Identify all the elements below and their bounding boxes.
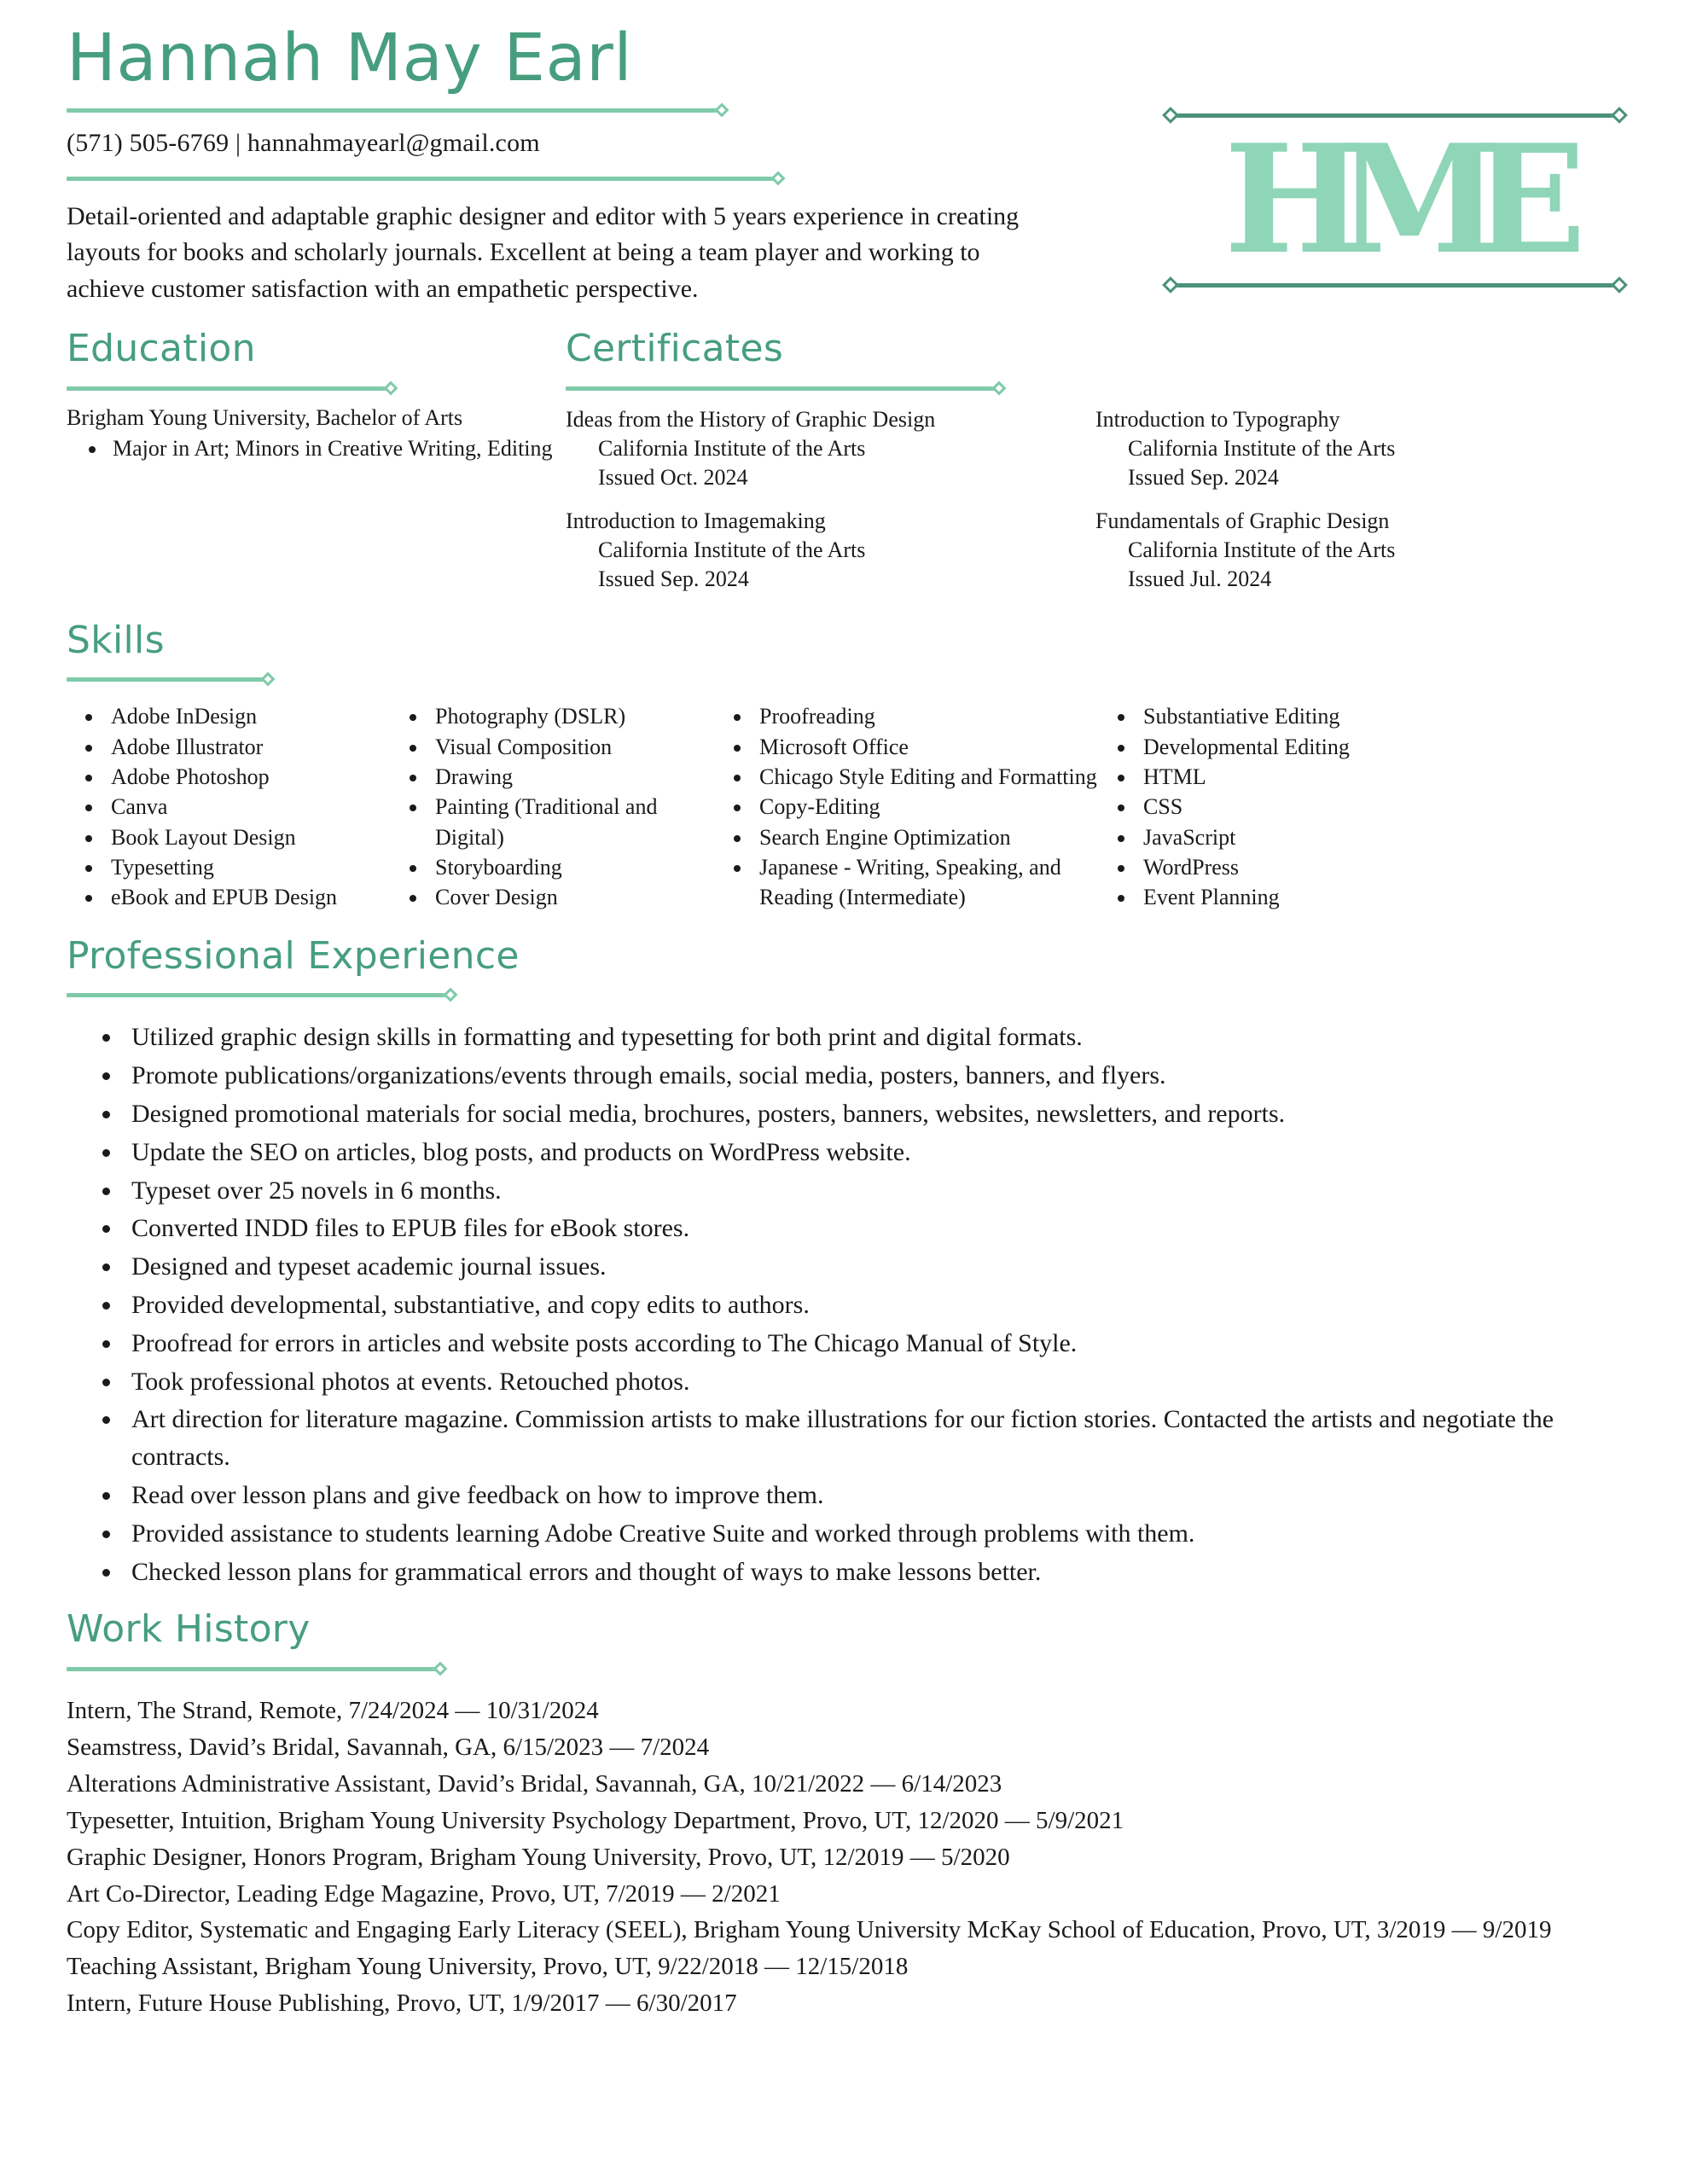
divider-bar (67, 177, 780, 181)
list-item: • Developmental Editing (1136, 732, 1625, 762)
section-heading-certificates: Certificates (566, 327, 784, 371)
certificate-institution: California Institute of the Arts (1128, 537, 1396, 563)
certificate-issued-date: Issued Jul. 2024 (1128, 566, 1272, 591)
professional-experience-list (53, 1019, 1632, 1590)
work-history-entry: Intern, Future House Publishing, Provo, UT, 1/9/2017 — 6/30/2017 (67, 1989, 737, 2018)
certificates-column-left (566, 405, 1095, 594)
divider-bar (67, 386, 392, 391)
list-item: • Substantiative Editing (1136, 701, 1625, 731)
diamond-icon (715, 103, 729, 118)
divider-bar (67, 108, 723, 113)
skills-column-4 (1099, 701, 1625, 913)
work-history-entry: Teaching Assistant, Brigham Young University, Provo, UT, 9/22/2018 — 12/15/2018 (67, 1953, 909, 1981)
list-item: • Proofread for errors in articles and website posts according to The Chicago Manual of Style. (123, 1325, 1632, 1362)
diamond-icon (444, 988, 458, 1002)
certificate-name: Ideas from the History of Graphic Design (566, 406, 936, 432)
work-history-entry: Copy Editor, Systematic and Engaging Early Literacy (SEEL), Brigham Young University McKay School of Education, Provo, UT, 3/2019 — 9/2019 (67, 1916, 1552, 1944)
professional-experience-divider-rule (67, 990, 1632, 1000)
certificate-issued-date: Issued Sep. 2024 (598, 566, 749, 591)
list-item: • Search Engine Optimization (752, 822, 1099, 852)
education-school: Brigham Young University, Bachelor of Arts (67, 404, 463, 430)
diamond-icon (433, 1662, 448, 1676)
skills-column-1 (67, 701, 391, 913)
divider-bar (67, 993, 452, 997)
skills-column-2 (391, 701, 715, 913)
list-item: • Provided developmental, substantiative, and copy edits to authors. (123, 1287, 1632, 1324)
skills-section (0, 594, 1685, 913)
education-certificates-row (0, 307, 1685, 593)
certificate-institution: California Institute of the Arts (598, 537, 866, 563)
list-item: • Storyboarding (428, 852, 715, 882)
certificate-item (1095, 507, 1625, 593)
list-item: • JavaScript (1136, 822, 1625, 852)
list-item: • Typesetting (104, 852, 391, 882)
skills-list (67, 701, 391, 913)
certificate-item (566, 405, 1095, 491)
summary-paragraph: Detail-oriented and adaptable graphic designer and editor with 5 years experience in creating layouts for books and scholarly journals. Excellent at being a team player and working to achieve customer satisfaction with an empathetic perspective. (67, 201, 1020, 303)
section-heading-education: Education (67, 327, 256, 371)
logo-bar (1171, 283, 1618, 288)
page-title: Hannah May Earl (67, 20, 633, 96)
section-heading-skills: Skills (67, 618, 165, 662)
diamond-icon (261, 672, 276, 687)
work-history-list (53, 1693, 1632, 2022)
list-item: • Adobe InDesign (104, 701, 391, 731)
certificate-issued-date: Issued Oct. 2024 (598, 464, 748, 490)
certificate-name: Fundamentals of Graphic Design (1095, 508, 1390, 534)
certificate-item (566, 507, 1095, 593)
list-item: • Typeset over 25 novels in 6 months. (123, 1172, 1632, 1210)
certificates-divider-rule (566, 383, 1625, 393)
logo-top-rule (1165, 109, 1625, 121)
list-item: • Event Planning (1136, 882, 1625, 912)
list-item: • HTML (1136, 762, 1625, 792)
list-item: • WordPress (1136, 852, 1625, 882)
list-item: • Cover Design (428, 882, 715, 912)
list-item: • Book Layout Design (104, 822, 391, 852)
certificate-institution: California Institute of the Arts (598, 435, 866, 461)
certificates-grid (566, 405, 1625, 594)
education-bullet-list (67, 434, 566, 463)
list-item: • Provided assistance to students learning Adobe Creative Suite and worked through problems with them. (123, 1515, 1632, 1553)
divider-bar (67, 677, 270, 682)
certificates-section (566, 329, 1625, 593)
diamond-icon (1162, 107, 1179, 124)
list-item: • Art direction for literature magazine. Commission artists to make illustrations for our fiction stories. Contacted the artists and negotiate the contracts. (123, 1401, 1632, 1476)
certificates-column-right (1095, 405, 1625, 594)
list-item: • Took professional photos at events. Retouched photos. (123, 1363, 1632, 1401)
list-item: • Designed promotional materials for social media, brochures, posters, banners, websites, newsletters, and reports. (123, 1095, 1632, 1133)
list-item: • Visual Composition (428, 732, 715, 762)
skills-column-3 (715, 701, 1099, 913)
list-item: • Converted INDD files to EPUB files for eBook stores. (123, 1210, 1632, 1247)
diamond-icon (992, 380, 1007, 395)
skills-list (715, 701, 1099, 913)
list-item: • Adobe Illustrator (104, 732, 391, 762)
certificate-item (1095, 405, 1625, 491)
list-item: • Chicago Style Editing and Formatting (752, 762, 1099, 792)
list-item: • Designed and typeset academic journal issues. (123, 1248, 1632, 1286)
list-item: • Promote publications/organizations/events through emails, social media, posters, banners, and flyers. (123, 1057, 1632, 1095)
professional-experience-section (0, 913, 1685, 1591)
certificate-institution: California Institute of the Arts (1128, 435, 1396, 461)
work-history-entry: Alterations Administrative Assistant, David’s Bridal, Savannah, GA, 10/21/2022 — 6/14/2023 (67, 1769, 1002, 1798)
list-item: • Checked lesson plans for grammatical errors and thought of ways to make lessons better. (123, 1554, 1632, 1591)
skills-list (1099, 701, 1625, 913)
divider-bar (67, 1667, 442, 1671)
education-divider-rule (67, 383, 566, 393)
diamond-icon (1611, 107, 1628, 124)
skills-list (391, 701, 715, 913)
diamond-icon (384, 380, 398, 395)
list-item: • Copy-Editing (752, 792, 1099, 822)
diamond-icon (771, 171, 786, 185)
list-item: • Adobe Photoshop (104, 762, 391, 792)
work-history-section (0, 1591, 1685, 2022)
diamond-icon (1611, 276, 1628, 293)
list-item: • Proofreading (752, 701, 1099, 731)
list-item: • CSS (1136, 792, 1625, 822)
work-history-entry: Typesetter, Intuition, Brigham Young University Psychology Department, Provo, UT, 12/2020 — 5/9/2021 (67, 1806, 1124, 1834)
list-item: • Major in Art; Minors in Creative Writing, Editing (107, 434, 566, 463)
list-item: • Drawing (428, 762, 715, 792)
work-history-entry: Graphic Designer, Honors Program, Brigham Young University, Provo, UT, 12/2019 — 5/2020 (67, 1843, 1010, 1871)
list-item: • eBook and EPUB Design (104, 882, 391, 912)
list-item: • Update the SEO on articles, blog posts, and products on WordPress website. (123, 1134, 1632, 1171)
list-item: • Photography (DSLR) (428, 701, 715, 731)
diamond-icon (1162, 276, 1179, 293)
contact-line: (571) 505-6769 | hannahmayearl@gmail.com (67, 129, 540, 157)
logo-bottom-rule (1165, 279, 1625, 291)
work-history-divider-rule (67, 1664, 1632, 1674)
list-item: • Painting (Traditional and Digital) (428, 792, 715, 852)
education-section (67, 329, 566, 593)
logo-bar (1171, 113, 1618, 118)
certificate-issued-date: Issued Sep. 2024 (1128, 464, 1279, 490)
list-item: • Canva (104, 792, 391, 822)
section-heading-professional-experience: Professional Experience (67, 933, 520, 978)
list-item: • Japanese - Writing, Speaking, and Reading (Intermediate) (752, 852, 1099, 913)
section-heading-work-history: Work History (67, 1607, 311, 1652)
certificate-name: Introduction to Imagemaking (566, 508, 826, 534)
work-history-entry: Art Co-Director, Leading Edge Magazine, Provo, UT, 7/2019 — 2/2021 (67, 1879, 781, 1908)
work-history-entry: Seamstress, David’s Bridal, Savannah, GA, 6/15/2023 — 7/2024 (67, 1733, 710, 1761)
skills-divider-rule (67, 674, 1625, 684)
skills-columns (67, 701, 1625, 913)
certificate-name: Introduction to Typography (1095, 406, 1340, 432)
list-item: • Read over lesson plans and give feedback on how to improve them. (123, 1477, 1632, 1514)
divider-bar (566, 386, 1001, 391)
list-item: • Microsoft Office (752, 732, 1099, 762)
monogram-letters: HME (1223, 121, 1558, 279)
work-history-entry: Intern, The Strand, Remote, 7/24/2024 — 10/31/2024 (67, 1697, 599, 1725)
list-item: • Utilized graphic design skills in formatting and typesetting for both print and digital formats. (123, 1019, 1632, 1056)
